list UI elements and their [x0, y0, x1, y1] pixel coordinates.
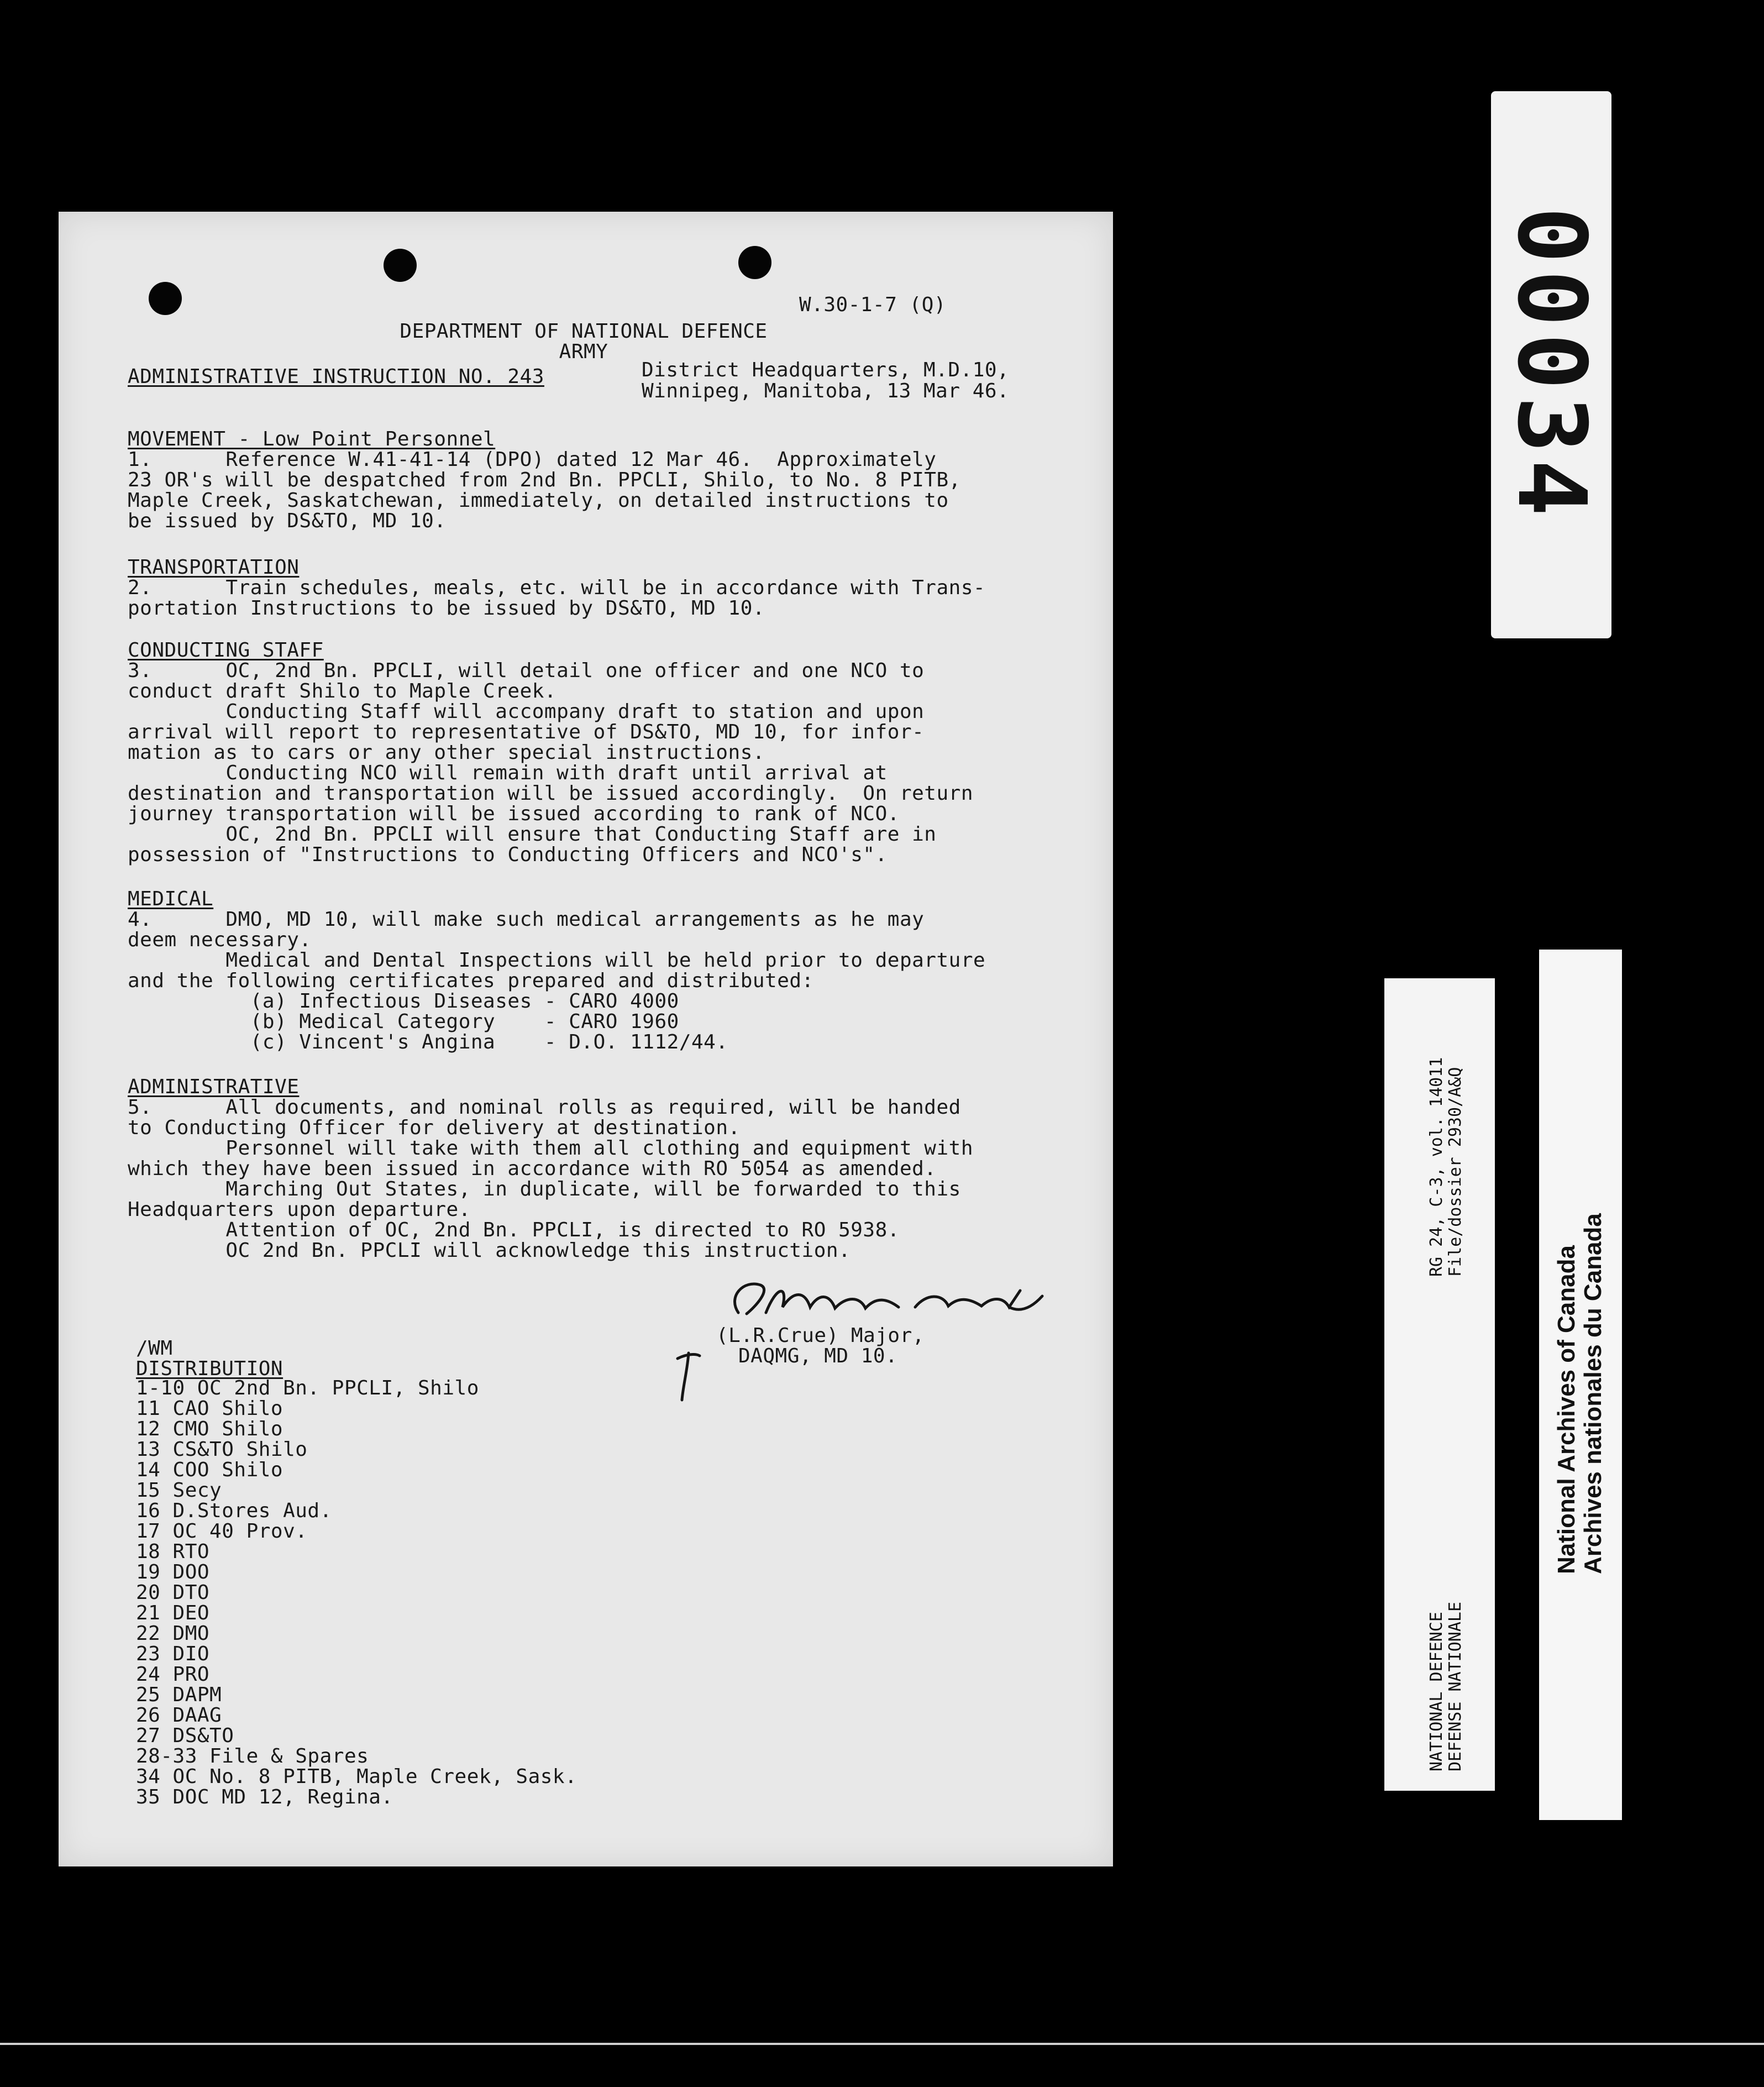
- paragraph-line: conduct draft Shilo to Maple Creek.: [128, 680, 557, 702]
- paragraph-line: 23 OR's will be despatched from 2nd Bn. PPCLI, Shilo, to No. 8 PITB,: [128, 469, 961, 491]
- check-mark: [666, 1342, 711, 1403]
- paragraph-line: OC 2nd Bn. PPCLI will acknowledge this instruction.: [128, 1239, 851, 1262]
- paragraph-line: Attention of OC, 2nd Bn. PPCLI, is directed to RO 5938.: [128, 1219, 900, 1241]
- distribution-item: 13 CS&TO Shilo: [136, 1438, 308, 1461]
- paragraph-line: and the following certificates prepared and distributed:: [128, 969, 814, 992]
- punch-hole: [738, 246, 771, 279]
- paragraph-line: portation Instructions to be issued by DS&TO, MD 10.: [128, 597, 765, 620]
- distribution-item: 24 PRO: [136, 1663, 210, 1686]
- distribution-item: 35 DOC MD 12, Regina.: [136, 1786, 393, 1808]
- archive-label-institution: [1539, 950, 1622, 1820]
- paragraph-line: be issued by DS&TO, MD 10.: [128, 510, 447, 532]
- handwritten-signature: [722, 1274, 1053, 1324]
- typist-reference: /WM: [136, 1337, 173, 1360]
- section-heading: TRANSPORTATION: [128, 556, 300, 579]
- distribution-item: 23 DIO: [136, 1643, 210, 1665]
- hq-address-line: District Headquarters, M.D.10,: [642, 359, 1010, 381]
- paragraph-line: which they have been issued in accordance with RO 5054 as amended.: [128, 1157, 937, 1180]
- branch-heading: ARMY: [559, 340, 608, 363]
- distribution-heading: DISTRIBUTION: [136, 1357, 284, 1380]
- distribution-item: 26 DAAG: [136, 1704, 222, 1727]
- institution-name-fr: Archives nationales du Canada: [1579, 1213, 1607, 1574]
- frame-number: 00034: [1497, 207, 1606, 523]
- paragraph-line: Medical and Dental Inspections will be held prior to departure: [128, 949, 986, 972]
- distribution-item: 19 DOO: [136, 1561, 210, 1583]
- certificate-item: (c) Vincent's Angina - D.O. 1112/44.: [128, 1031, 728, 1053]
- distribution-item: 14 COO Shilo: [136, 1459, 284, 1481]
- punch-hole: [384, 249, 417, 282]
- paragraph-line: journey transportation will be issued according to rank of NCO.: [128, 803, 900, 825]
- paragraph-line: OC, 2nd Bn. PPCLI will ensure that Conducting Staff are in: [128, 823, 937, 846]
- paragraph-line: arrival will report to representative of DS&TO, MD 10, for infor-: [128, 721, 925, 743]
- distribution-item: 12 CMO Shilo: [136, 1418, 284, 1440]
- paragraph-line: 4. DMO, MD 10, will make such medical arrangements as he may: [128, 908, 925, 931]
- signatory-name: (L.R.Crue) Major,: [716, 1324, 925, 1347]
- file-reference: W.30-1-7 (Q): [799, 293, 947, 316]
- section-heading: CONDUCTING STAFF: [128, 639, 324, 662]
- section-heading: MEDICAL: [128, 888, 214, 910]
- distribution-item: 22 DMO: [136, 1622, 210, 1645]
- distribution-item: 34 OC No. 8 PITB, Maple Creek, Sask.: [136, 1765, 578, 1788]
- certificate-item: (a) Infectious Diseases - CARO 4000: [128, 990, 679, 1013]
- hq-address-line: Winnipeg, Manitoba, 13 Mar 46.: [642, 380, 1010, 402]
- archive-label-reference: [1384, 978, 1495, 1791]
- distribution-item: 25 DAPM: [136, 1684, 222, 1706]
- department-heading: DEPARTMENT OF NATIONAL DEFENCE: [400, 320, 768, 343]
- section-heading: MOVEMENT - Low Point Personnel: [128, 428, 496, 450]
- distribution-item: 18 RTO: [136, 1540, 210, 1563]
- paragraph-line: Conducting NCO will remain with draft until arrival at: [128, 762, 888, 784]
- paragraph-line: Personnel will take with them all clothing and equipment with: [128, 1137, 973, 1160]
- certificate-item: (b) Medical Category - CARO 1960: [128, 1010, 679, 1033]
- paragraph-line: Marching Out States, in duplicate, will be forwarded to this: [128, 1178, 961, 1200]
- paragraph-line: possession of "Instructions to Conducting Officers and NCO's".: [128, 843, 888, 866]
- distribution-item: 1-10 OC 2nd Bn. PPCLI, Shilo: [136, 1377, 479, 1399]
- distribution-item: 17 OC 40 Prov.: [136, 1520, 308, 1543]
- distribution-item: 11 CAO Shilo: [136, 1397, 284, 1420]
- paragraph-line: Conducting Staff will accompany draft to station and upon: [128, 700, 925, 723]
- paragraph-line: 1. Reference W.41-41-14 (DPO) dated 12 Mar 46. Approximately: [128, 448, 937, 471]
- department-label: DEFENSE NATIONALE: [1446, 1601, 1465, 1771]
- paragraph-line: mation as to cars or any other special instructions.: [128, 741, 765, 764]
- distribution-item: 28-33 File & Spares: [136, 1745, 369, 1768]
- paragraph-line: 2. Train schedules, meals, etc. will be in accordance with Trans-: [128, 576, 986, 599]
- distribution-item: 27 DS&TO: [136, 1724, 234, 1747]
- section-heading: ADMINISTRATIVE: [128, 1076, 300, 1098]
- paragraph-line: to Conducting Officer for delivery at destination.: [128, 1116, 741, 1139]
- paragraph-line: Maple Creek, Saskatchewan, immediately, on detailed instructions to: [128, 489, 949, 512]
- document-page: [59, 212, 1113, 1866]
- department-label: NATIONAL DEFENCE: [1427, 1612, 1446, 1771]
- frame-counter-strip: [1491, 91, 1611, 638]
- distribution-item: 20 DTO: [136, 1581, 210, 1604]
- paragraph-line: 3. OC, 2nd Bn. PPCLI, will detail one officer and one NCO to: [128, 659, 925, 682]
- instruction-title: ADMINISTRATIVE INSTRUCTION NO. 243: [128, 365, 544, 388]
- distribution-item: 15 Secy: [136, 1479, 222, 1502]
- bottom-rule: [0, 2043, 1764, 2045]
- paragraph-line: Headquarters upon departure.: [128, 1198, 471, 1221]
- punch-hole: [149, 282, 182, 315]
- signatory-title: DAQMG, MD 10.: [738, 1345, 898, 1367]
- archive-reference: File/dossier 2930/A&Q: [1446, 1067, 1465, 1277]
- distribution-item: 16 D.Stores Aud.: [136, 1499, 332, 1522]
- paragraph-line: destination and transportation will be issued accordingly. On return: [128, 782, 973, 805]
- paragraph-line: 5. All documents, and nominal rolls as required, will be handed: [128, 1096, 961, 1119]
- paragraph-line: deem necessary.: [128, 929, 312, 951]
- archive-reference: RG 24, C-3, vol. 14011: [1427, 1057, 1446, 1277]
- distribution-item: 21 DEO: [136, 1602, 210, 1624]
- institution-name-en: National Archives of Canada: [1553, 1245, 1580, 1574]
